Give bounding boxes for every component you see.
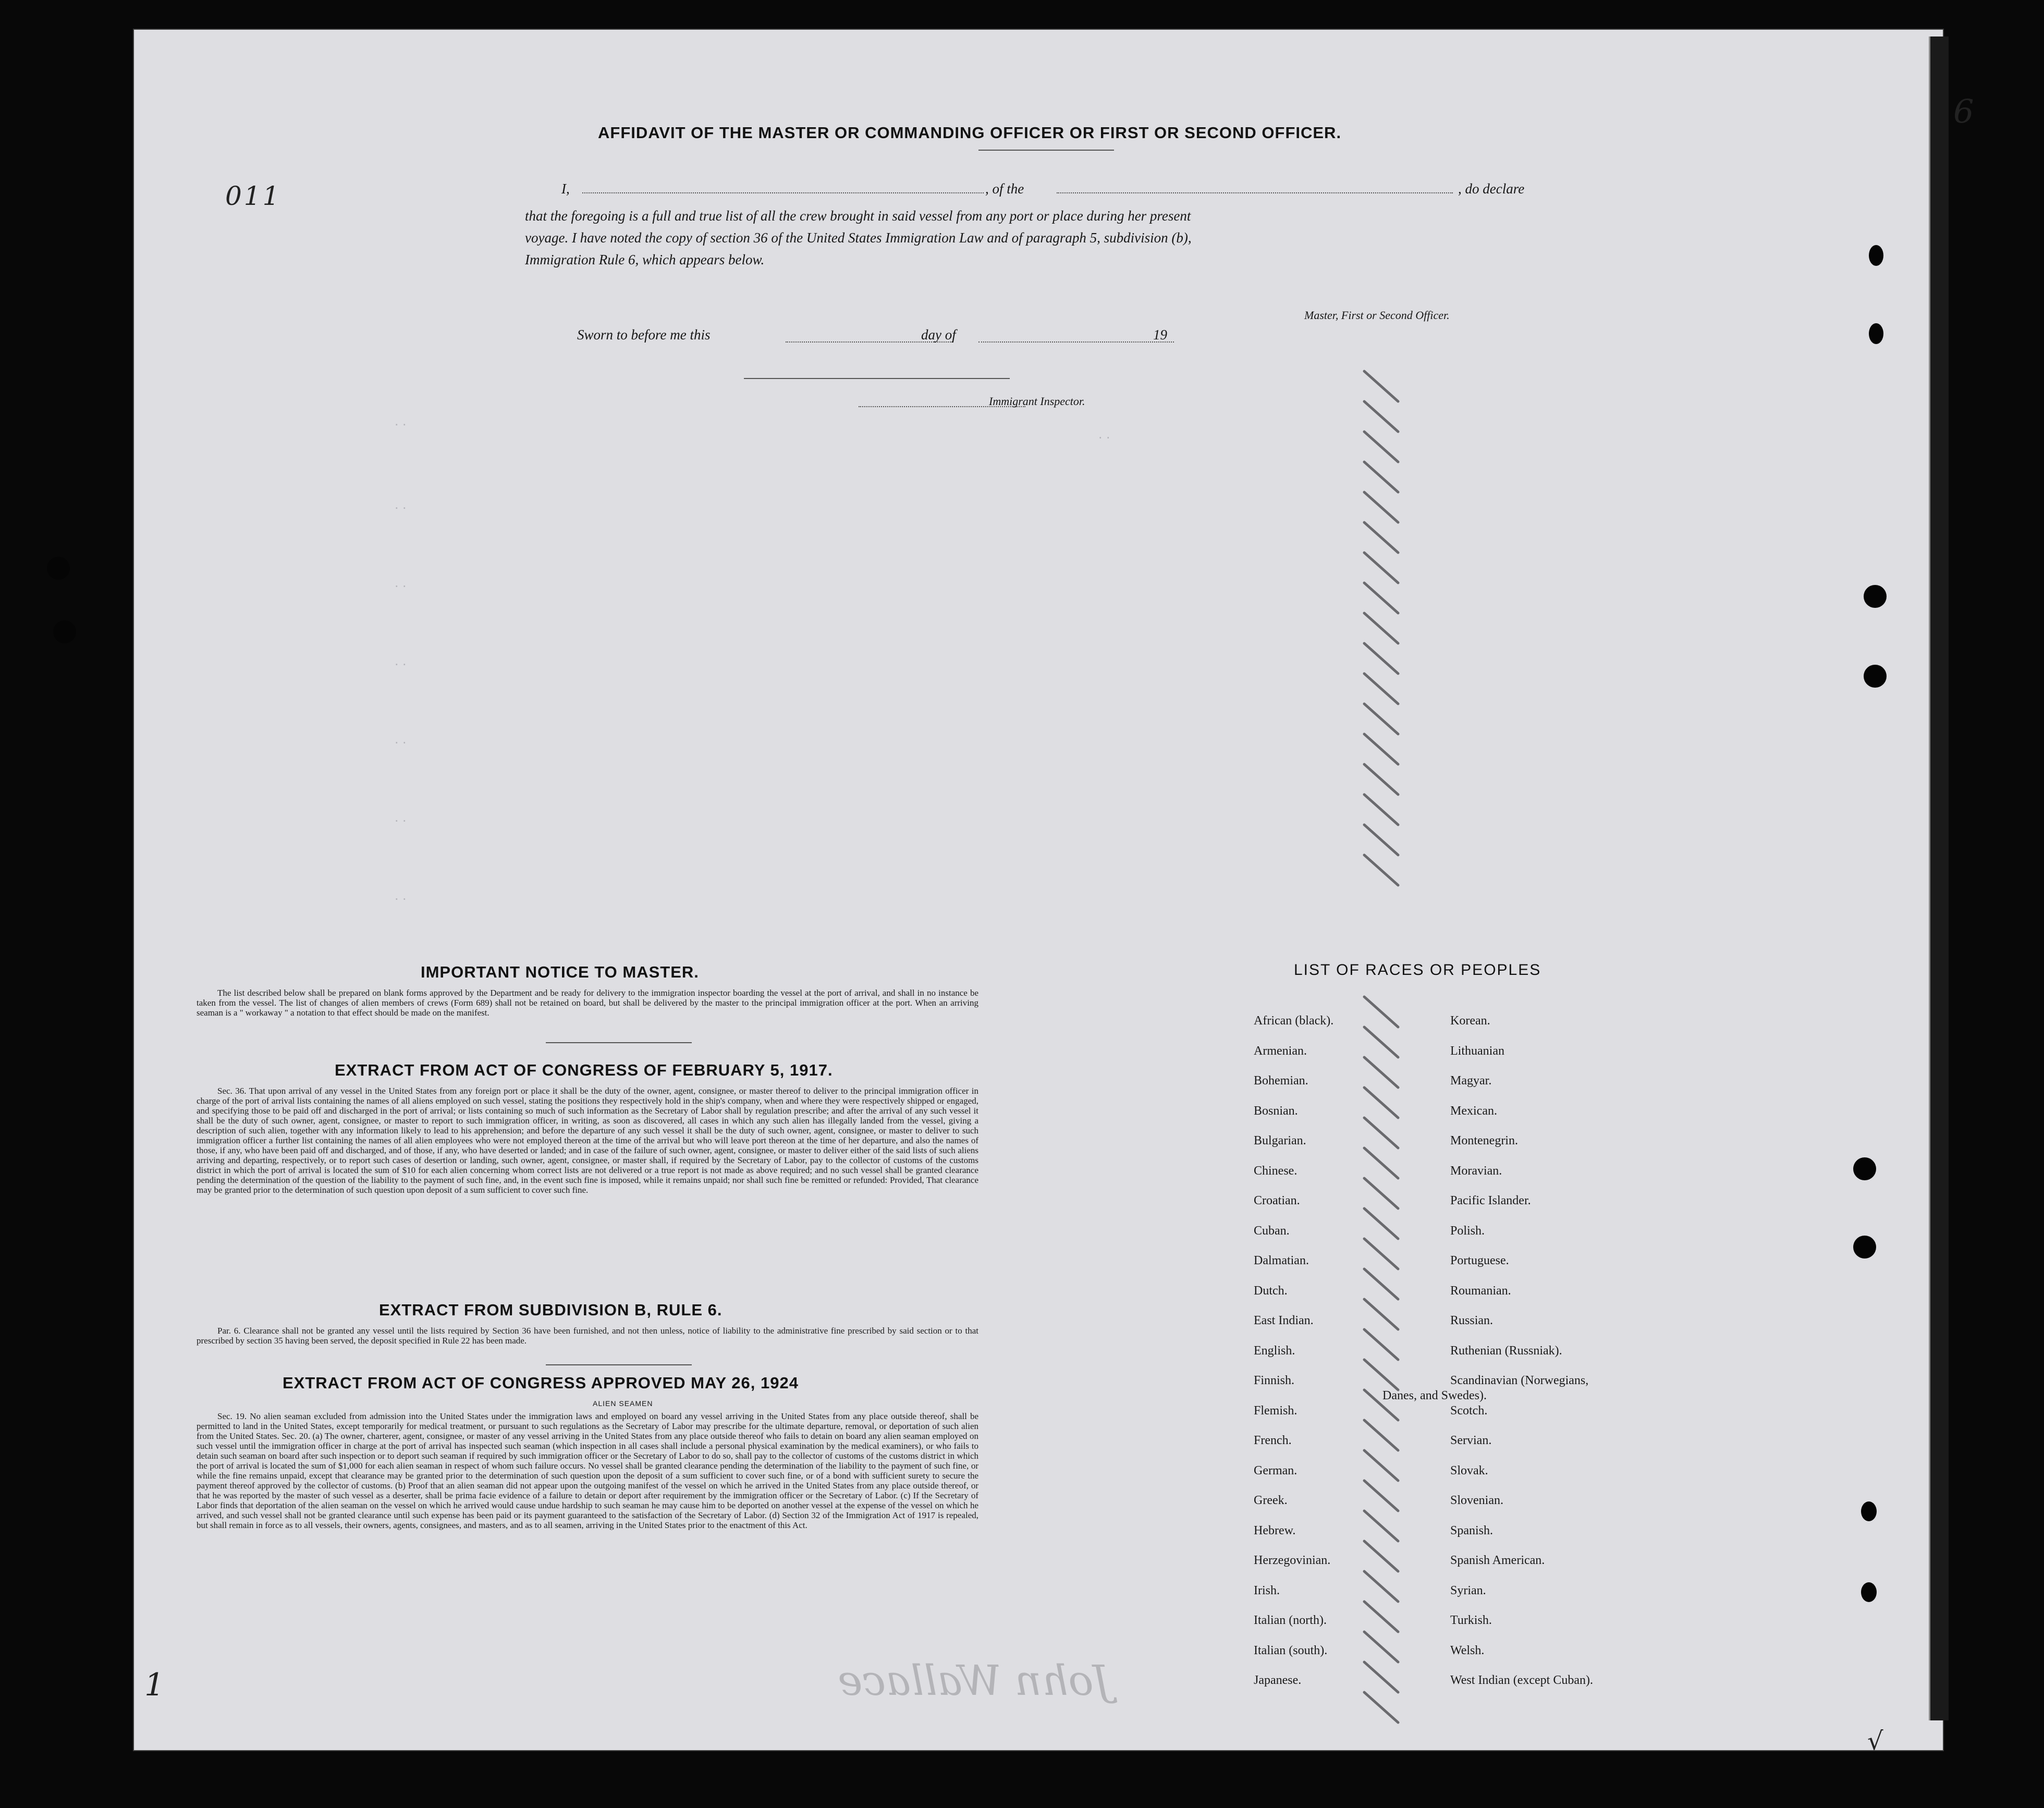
- extract-1917-body: Sec. 36. That upon arrival of any vessel in the United States from any foreign port or place it shall be the duty of the owner, agent, consignee, or master thereof to deliver to the principal immigration officer in charge of the port of arrival lists containing the names of all aliens employed on such vessel, stating the positions they respectively hold in the ship's company, when and where they were respectively shipped or engaged, and specifying those to be paid off and discharged in the port of arrival; or lists containing so much of such information as the Secretary of Labor shall by regulation prescribe; and after the arrival of any such vessel it shall be the duty of such owner, agent, consignee, or master to report to such immigration officer, in writing, as soon as discovered, all cases in which any such alien has illegally landed from the vessel, giving a description of such alien, together with any information likely to lead to his apprehension; and before the departure of any such vessel it shall be the duty of such owner, agent, consignee, or master to deliver to such immigration officer a further list containing the names of all alien employees who were not employed thereon at the time of the arrival but who will leave port thereon at the time of her departure, and also the names of those, if any, who have been paid off and discharged, and of those, if any, who have deserted or landed; and in case of the failure of such owner, agent, consignee, or master to deliver either of the said lists of such aliens arriving and departing, respectively, or to report such cases of desertion or landing, such owner, agent, consignee, or master shall, if required by the Secretary of Labor, pay to the collector of customs of the customs district in which the port of arrival is located the sum of $10 for each alien concerning whom correct lists are not delivered or a true report is not made as above required; and no such vessel shall be granted clearance pending the determination of the question of the liability to the payment of such fine, and, in the event such fine is imposed, while it remains unpaid; nor shall such fine be remitted or refunded: Provided, That clearance may be granted prior to the determination of such question upon deposit of a sum sufficient to cover such fine.: [197, 1086, 978, 1195]
- check-mark: [1364, 1662, 1398, 1692]
- master-officer-label: Master, First or Second Officer.: [1304, 309, 1450, 322]
- check-mark: [1364, 522, 1398, 553]
- race-item: Herzegovinian.: [1254, 1554, 1331, 1567]
- corner-page-number: 6: [1953, 92, 1974, 130]
- declaration-declare: , do declare: [1458, 181, 1525, 197]
- race-item: Irish.: [1254, 1583, 1280, 1597]
- check-mark: [1364, 1269, 1398, 1299]
- declaration-i: I,: [561, 181, 570, 197]
- check-mark: [1364, 613, 1398, 643]
- race-item: Chinese.: [1254, 1164, 1298, 1178]
- race-item: Portuguese.: [1450, 1254, 1509, 1267]
- race-item: Pacific Islander.: [1450, 1194, 1531, 1207]
- race-item: Montenegrin.: [1450, 1134, 1518, 1147]
- punch-hole: [1864, 585, 1887, 608]
- race-item: Bosnian.: [1254, 1104, 1298, 1118]
- check-mark: [1364, 997, 1398, 1027]
- race-item: Slovenian.: [1450, 1494, 1503, 1507]
- check-mark: [1364, 432, 1398, 462]
- extract-rule6-title: EXTRACT FROM SUBDIVISION B, RULE 6.: [379, 1301, 723, 1319]
- extract-rule6-body: Par. 6. Clearance shall not be granted any vessel until the lists required by Section 36 have been furnished, and not then unless, notice of liability to the administrative fine prescribed by said section or to that prescribed by section 35 having been served, the deposit specified in Rule 22 has been made.: [197, 1326, 978, 1346]
- notice-body: The list described below shall be prepared on blank forms approved by the Department and be ready for delivery to the immigration inspector boarding the vessel at the port of arrival, and shall in no instance be taken from the vessel. The list of changes of alien members of crews (Form 689) shall not be retained on board, but shall be delivered by the master to the principal immigration officer at the port. When an arriving seaman is a " workaway " a notation to that effect should be made on the manifest.: [197, 988, 978, 1018]
- check-mark: [1364, 371, 1398, 401]
- race-item: Spanish American.: [1450, 1554, 1545, 1567]
- notice-title: IMPORTANT NOTICE TO MASTER.: [421, 963, 699, 981]
- check-mark: [1364, 674, 1398, 704]
- punch-hole: [1853, 1157, 1876, 1180]
- race-item: Dutch.: [1254, 1284, 1288, 1298]
- race-item: Dalmatian.: [1254, 1254, 1309, 1267]
- signature: John Wallace: [838, 1656, 1110, 1705]
- race-item: Japanese.: [1254, 1673, 1302, 1687]
- punch-hole: [1861, 1582, 1877, 1602]
- punch-hole: [1869, 323, 1883, 344]
- race-item: Moravian.: [1450, 1164, 1502, 1178]
- race-item: Spanish.: [1450, 1523, 1494, 1537]
- extract-1924-title: EXTRACT FROM ACT OF CONGRESS APPROVED MAY 26, 1924: [283, 1374, 799, 1392]
- check-mark: [1364, 825, 1398, 855]
- race-item: Polish.: [1450, 1224, 1485, 1238]
- check-mark: [1364, 1450, 1398, 1481]
- check-mark: [1364, 1329, 1398, 1360]
- check-mark: [1364, 553, 1398, 583]
- race-item: Slovak.: [1450, 1463, 1488, 1477]
- race-item: Lithuanian: [1450, 1044, 1504, 1058]
- check-mark: [1364, 1118, 1398, 1148]
- race-item: Armenian.: [1254, 1044, 1307, 1058]
- race-item: Syrian.: [1450, 1583, 1486, 1597]
- check-mark: [1364, 1571, 1398, 1602]
- punch-hole: [1853, 1236, 1876, 1259]
- race-item: Russian.: [1450, 1314, 1494, 1327]
- race-item: Scandinavian (Norwegians,: [1450, 1374, 1589, 1387]
- extract-1924-body: Sec. 19. No alien seaman excluded from admission into the United States under the immigration laws and employed on board any vessel arriving in the United States from any place outside thereof, shall be permitted to land in the United States, except temporarily for medical treatment, or pursuant to such regulations as the Secretary of Labor may prescribe for the ultimate departure, removal, or deportation of such alien from the United States. Sec. 20. (a) The owner, charterer, agent, consignee, or master of any vessel arriving in the United States from any place outside thereof who fails to detain on board any alien seaman employed on such vessel until the immigration officer in charge at the port of arrival has inspected such seaman (which inspection in all cases shall include a personal physical examination by the medical examiners), or who fails to detain such seaman on board after such inspection or to deport such seaman if required by such immigration officer or the Secretary of Labor to do so, shall pay to the collector of customs of the customs district in which the port of arrival is located the sum of $1,000 for each alien seaman in respect of whom such failure occurs. No vessel shall be granted clearance pending the determination of the liability to the payment of such fine, or while the fine remains unpaid, except that clearance may be granted prior to the determination of such question upon the deposit of a sum sufficient to cover such fine, or of a bond with sufficient surety to secure the payment thereof approved by the collector of customs. (b) Proof that an alien seaman did not appear upon the outgoing manifest of the vessel on which he arrived in the United States from any place outside thereof, or that he was reported by the master of such vessel as a deserter, shall be prima facie evidence of a failure to detain or deport after requirement by the immigration officer or the Secretary of Labor. (c) If the Secretary of Labor finds that deportation of the alien seaman on the vessel on which he arrived would cause undue hardship to such seaman he may cause him to be deported on another vessel at the expense of the vessel on which he arrived, and such vessel shall not be granted clearance until such expense has been paid or its payment guaranteed to the satisfaction of the Secretary of Labor. (d) Section 32 of the Immigration Act of 1917 is repealed, but shall remain in force as to all vessels, their owners, agents, consignees, and masters, and as to all seamen, arriving in the United States prior to the enactment of this Act.: [197, 1411, 978, 1530]
- check-mark: [1364, 1057, 1398, 1088]
- check-mark: [1364, 855, 1398, 885]
- race-item: Danes, and Swedes).: [1382, 1389, 1487, 1402]
- race-item: Servian.: [1450, 1434, 1492, 1447]
- binding-edge: [1929, 36, 1949, 1720]
- race-item: Welsh.: [1450, 1643, 1485, 1657]
- check-mark: [1364, 1239, 1398, 1269]
- race-item: Finnish.: [1254, 1374, 1295, 1387]
- check-mark: [1364, 401, 1398, 432]
- left-stamp-number: 011: [225, 181, 281, 211]
- check-mark: [1364, 795, 1398, 825]
- check-mark: [1364, 1481, 1398, 1511]
- race-item: Greek.: [1254, 1494, 1288, 1507]
- race-item: Bulgarian.: [1254, 1134, 1306, 1147]
- affidavit-body-line-1: that the foregoing is a full and true list of all the crew brought in said vessel from any port or place during her present: [525, 208, 1191, 224]
- right-bottom-mark: √: [1867, 1727, 1883, 1756]
- check-mark: [1364, 734, 1398, 764]
- race-item: Italian (south).: [1254, 1643, 1328, 1657]
- race-item: Magyar.: [1450, 1074, 1492, 1088]
- race-item: East Indian.: [1254, 1314, 1314, 1327]
- race-item: Scotch.: [1450, 1403, 1488, 1418]
- check-mark: [1364, 764, 1398, 795]
- sworn-label: Sworn to before me this: [577, 327, 711, 343]
- check-mark: [1364, 643, 1398, 674]
- manifest-page: 6 011 1 √ . . . . . . . . . . . . . . . . AFFIDAVIT OF THE MASTER OR COMMANDING OFFICER OR FIRST OR SECOND OFFICER. I, , of the , do declare that the foregoing is a full and true list of all the crew brought in said vessel from any port or place during her present voyage. I have noted the copy of section 36 of the United States Immigration Law and of paragraph 5, subdivision (b), Immigration Rule 6, which appears below. Master, First or Second Officer. Sworn to before me this day of 19 Immigrant Inspector. IMPORTANT NOTICE TO MASTER. The list described below shall be prepared on blank forms approved by the Department and be ready for delivery to the immigration inspector boarding the vessel at the port of arrival, and shall in no instance be taken from the vessel. The list of changes of alien members of crews (Form 689) shall not be retained on board, but shall be delivered by the master to the principal immigration officer at the port. When an arriving seaman is a " workaway " a notation to that effect should be made on the manifest. EXTRACT FROM ACT OF CONGRESS OF FEBRUARY 5, 1917. Sec. 36. That upon arrival of any vessel in the United States from any foreign port or place it shall be the duty of the owner, agent, consignee, or master thereof to deliver to the principal immigration officer in charge of the port of arrival lists containing the names of all aliens employed on such vessel, stating the positions they respectively hold in the ship's company, when and where they were respectively shipped or engaged, and specifying those to be paid off and discharged in the port of arrival; or lists containing so much of such information as the Secretary of Labor shall by regulation prescribe; and after the arrival of any such vessel it shall be the duty of such owner, agent, consignee, or master to report to such immigration officer, in writing, as soon as discovered, all cases in which any such alien has illegally landed from the vessel, giving a description of such alien, together with any information likely to lead to his apprehension; and before the departure of any such vessel it shall be the duty of such owner, agent, consignee, or master to deliver to such immigration officer a further list containing the names of all alien employees who were not employed thereon at the time of the arrival but who will leave port thereon at the time of her departure, and also the names of those, if any, who have been paid off and discharged, and of those, if any, who have deserted or landed; and in case of the failure of such owner, agent, consignee, or master to deliver either of the said lists of such aliens arriving and departing, respectively, or to report such cases of desertion or landing, such owner, agent, consignee, or master shall, if required by the Secretary of Labor, pay to the collector of customs of the customs district in which the port of arrival is located the sum of $10 for each alien concerning whom correct lists are not delivered or a true report is not made as above required; and no such vessel shall be granted clearance pending the determination of the question of the liability to the payment of such fine, and, in the event such fine is imposed, while it remains unpaid; nor shall such fine be remitted or refunded: Provided, That clearance may be granted prior to the determination of such question upon deposit of a sum sufficient to cover such fine. EXTRACT FROM SUBDIVISION B, RULE 6. Par. 6. Clearance shall not be granted any vessel until the lists required by Section 36 have been furnished, and not then unless, notice of liability to the administrative fine prescribed by said section or to that prescribed by section 35 having been served, the deposit specified in Rule 22 has been made. EXTRACT FROM ACT OF CONGRESS APPROVED MAY 26, 1924 ALIEN SEAMEN Sec. 19. No alien seaman excluded from admission into the United States under the immigration laws and employed on board any vessel arriving in the United States from any place outside thereof, shall be permitted to land in the United States, except temporarily for medical treatment, or pursuant to such regulations as the Secretary of Labor may prescribe for the ultimate departure, removal, or deportation of such alien from the United States. Sec. 20. (a) The owner, charterer, agent, consignee, or master of any vessel arriving in the United States from any place outside thereof who fails to detain on board any alien seaman employed on such vessel until the immigration officer in charge at the port of arrival has inspected such seaman (which inspection in all cases shall include a personal physical examination by the medical examiners), or who fails to detain such seaman on board after such inspection or to deport such seaman if required by such immigration officer or the Secretary of Labor to do so, shall pay to the collector of customs of the customs district in which the port of arrival is located the sum of $1,000 for each alien seaman in respect of whom such failure occurs. No vessel shall be granted clearance pending the determination of the liability to the payment of such fine, or while the fine remains unpaid, except that clearance may be granted prior to the determination of such question upon the deposit of a sum sufficient to cover such fine, or of a bond with sufficient surety to secure the payment thereof approved by the collector of customs. (b) Proof that an alien seaman did not appear upon the outgoing manifest of the vessel on which he arrived in the United States from any place outside thereof, or that he was reported by the master of such vessel as a deserter, shall be prima facie evidence of a failure to detain or deport after requirement by the immigration officer or the Secretary of Labor. (c) If the Secretary of Labor finds that deportation of the alien seaman on the vessel on which he arrived would cause undue hardship to such seaman he may cause him to be deported on another vessel at the expense of the vessel on which he arrived, and such vessel shall not be granted clearance until such expense has been paid or its payment guaranteed to the satisfaction of the Secretary of Labor. (d) Section 32 of the Immigration Act of 1917 is repealed, but shall remain in force as to all vessels, their owners, agents, consignees, and masters, and as to all seamen, arriving in the United States prior to the enactment of this Act. John Wallace LIST OF RACES OR PEOPLES African (black). Armenian. Bohemian. Bosnian. Bulgarian. Chinese. Croatian. Cuban. Dalmatian. Dutch. East Indian. English. Finnish. Flemish. French. German. Greek. Hebrew. Herzegovinian. Irish. Italian (north). Italian (south). Japanese. Korean. Lithuanian Magyar. Mexican. Montenegrin. Moravian. Pacific Islander. Polish. Portuguese. Roumanian. Russian. Ruthenian (Russniak). Scandinavian (Norwegians, Danes, and Swedes). Scotch. Servian. Slovak. Slovenian. Spanish. Spanish American. Syrian. Turkish. Welsh. West Indian (except Cuban).: [133, 29, 1944, 1751]
- race-item: Bohemian.: [1254, 1074, 1308, 1088]
- check-mark: [1364, 1692, 1398, 1723]
- check-mark: [1364, 1299, 1398, 1329]
- punch-hole: [1861, 1501, 1877, 1521]
- race-item: Flemish.: [1254, 1403, 1298, 1418]
- check-mark: [1364, 1088, 1398, 1118]
- race-item: English.: [1254, 1343, 1295, 1358]
- punch-hole: [1864, 665, 1887, 688]
- check-mark: [1364, 1148, 1398, 1178]
- check-mark: [1364, 704, 1398, 734]
- race-item: Hebrew.: [1254, 1523, 1296, 1537]
- punch-hole: [1869, 245, 1883, 266]
- extract-1917-title: EXTRACT FROM ACT OF CONGRESS OF FEBRUARY 5, 1917.: [335, 1061, 833, 1079]
- race-item: African (black).: [1254, 1014, 1334, 1028]
- left-bottom-mark: 1: [144, 1667, 165, 1703]
- check-mark: [1364, 1178, 1398, 1208]
- race-item: West Indian (except Cuban).: [1450, 1673, 1593, 1687]
- check-mark: [1364, 1511, 1398, 1541]
- year-prefix: 19: [1153, 327, 1167, 343]
- race-item: Cuban.: [1254, 1224, 1290, 1238]
- race-item: Ruthenian (Russniak).: [1450, 1343, 1562, 1358]
- check-mark: [1364, 1420, 1398, 1450]
- races-title: LIST OF RACES OR PEOPLES: [1294, 961, 1541, 979]
- check-mark: [1364, 1632, 1398, 1662]
- affidavit-body-line-3: Immigration Rule 6, which appears below.: [525, 252, 765, 267]
- race-item: Roumanian.: [1450, 1284, 1511, 1298]
- check-mark: [1364, 1360, 1398, 1390]
- check-mark: [1364, 583, 1398, 613]
- race-item: Turkish.: [1450, 1614, 1492, 1627]
- race-item: Mexican.: [1450, 1104, 1497, 1118]
- race-item: French.: [1254, 1434, 1292, 1447]
- punch-hole: [53, 620, 76, 643]
- inspector-label: Immigrant Inspector.: [989, 395, 1085, 408]
- day-of-label: day of: [921, 327, 956, 343]
- race-item: Croatian.: [1254, 1194, 1300, 1207]
- check-mark: [1364, 1541, 1398, 1571]
- affidavit-body-line-2: voyage. I have noted the copy of section 36 of the United States Immigration Law and of paragraph 5, subdivision (b),: [525, 230, 1192, 246]
- race-item: German.: [1254, 1463, 1298, 1477]
- check-mark: [1364, 492, 1398, 522]
- extract-1924-subtitle: ALIEN SEAMEN: [593, 1399, 653, 1408]
- declaration-of-the: , of the: [985, 181, 1024, 197]
- check-mark: [1364, 462, 1398, 492]
- check-mark: [1364, 1602, 1398, 1632]
- affidavit-title: AFFIDAVIT OF THE MASTER OR COMMANDING OFFICER OR FIRST OR SECOND OFFICER.: [598, 124, 1342, 142]
- punch-hole: [47, 557, 70, 580]
- race-item: Korean.: [1450, 1014, 1490, 1028]
- check-mark: [1364, 1027, 1398, 1057]
- race-item: Italian (north).: [1254, 1614, 1327, 1627]
- check-mark: [1364, 1208, 1398, 1239]
